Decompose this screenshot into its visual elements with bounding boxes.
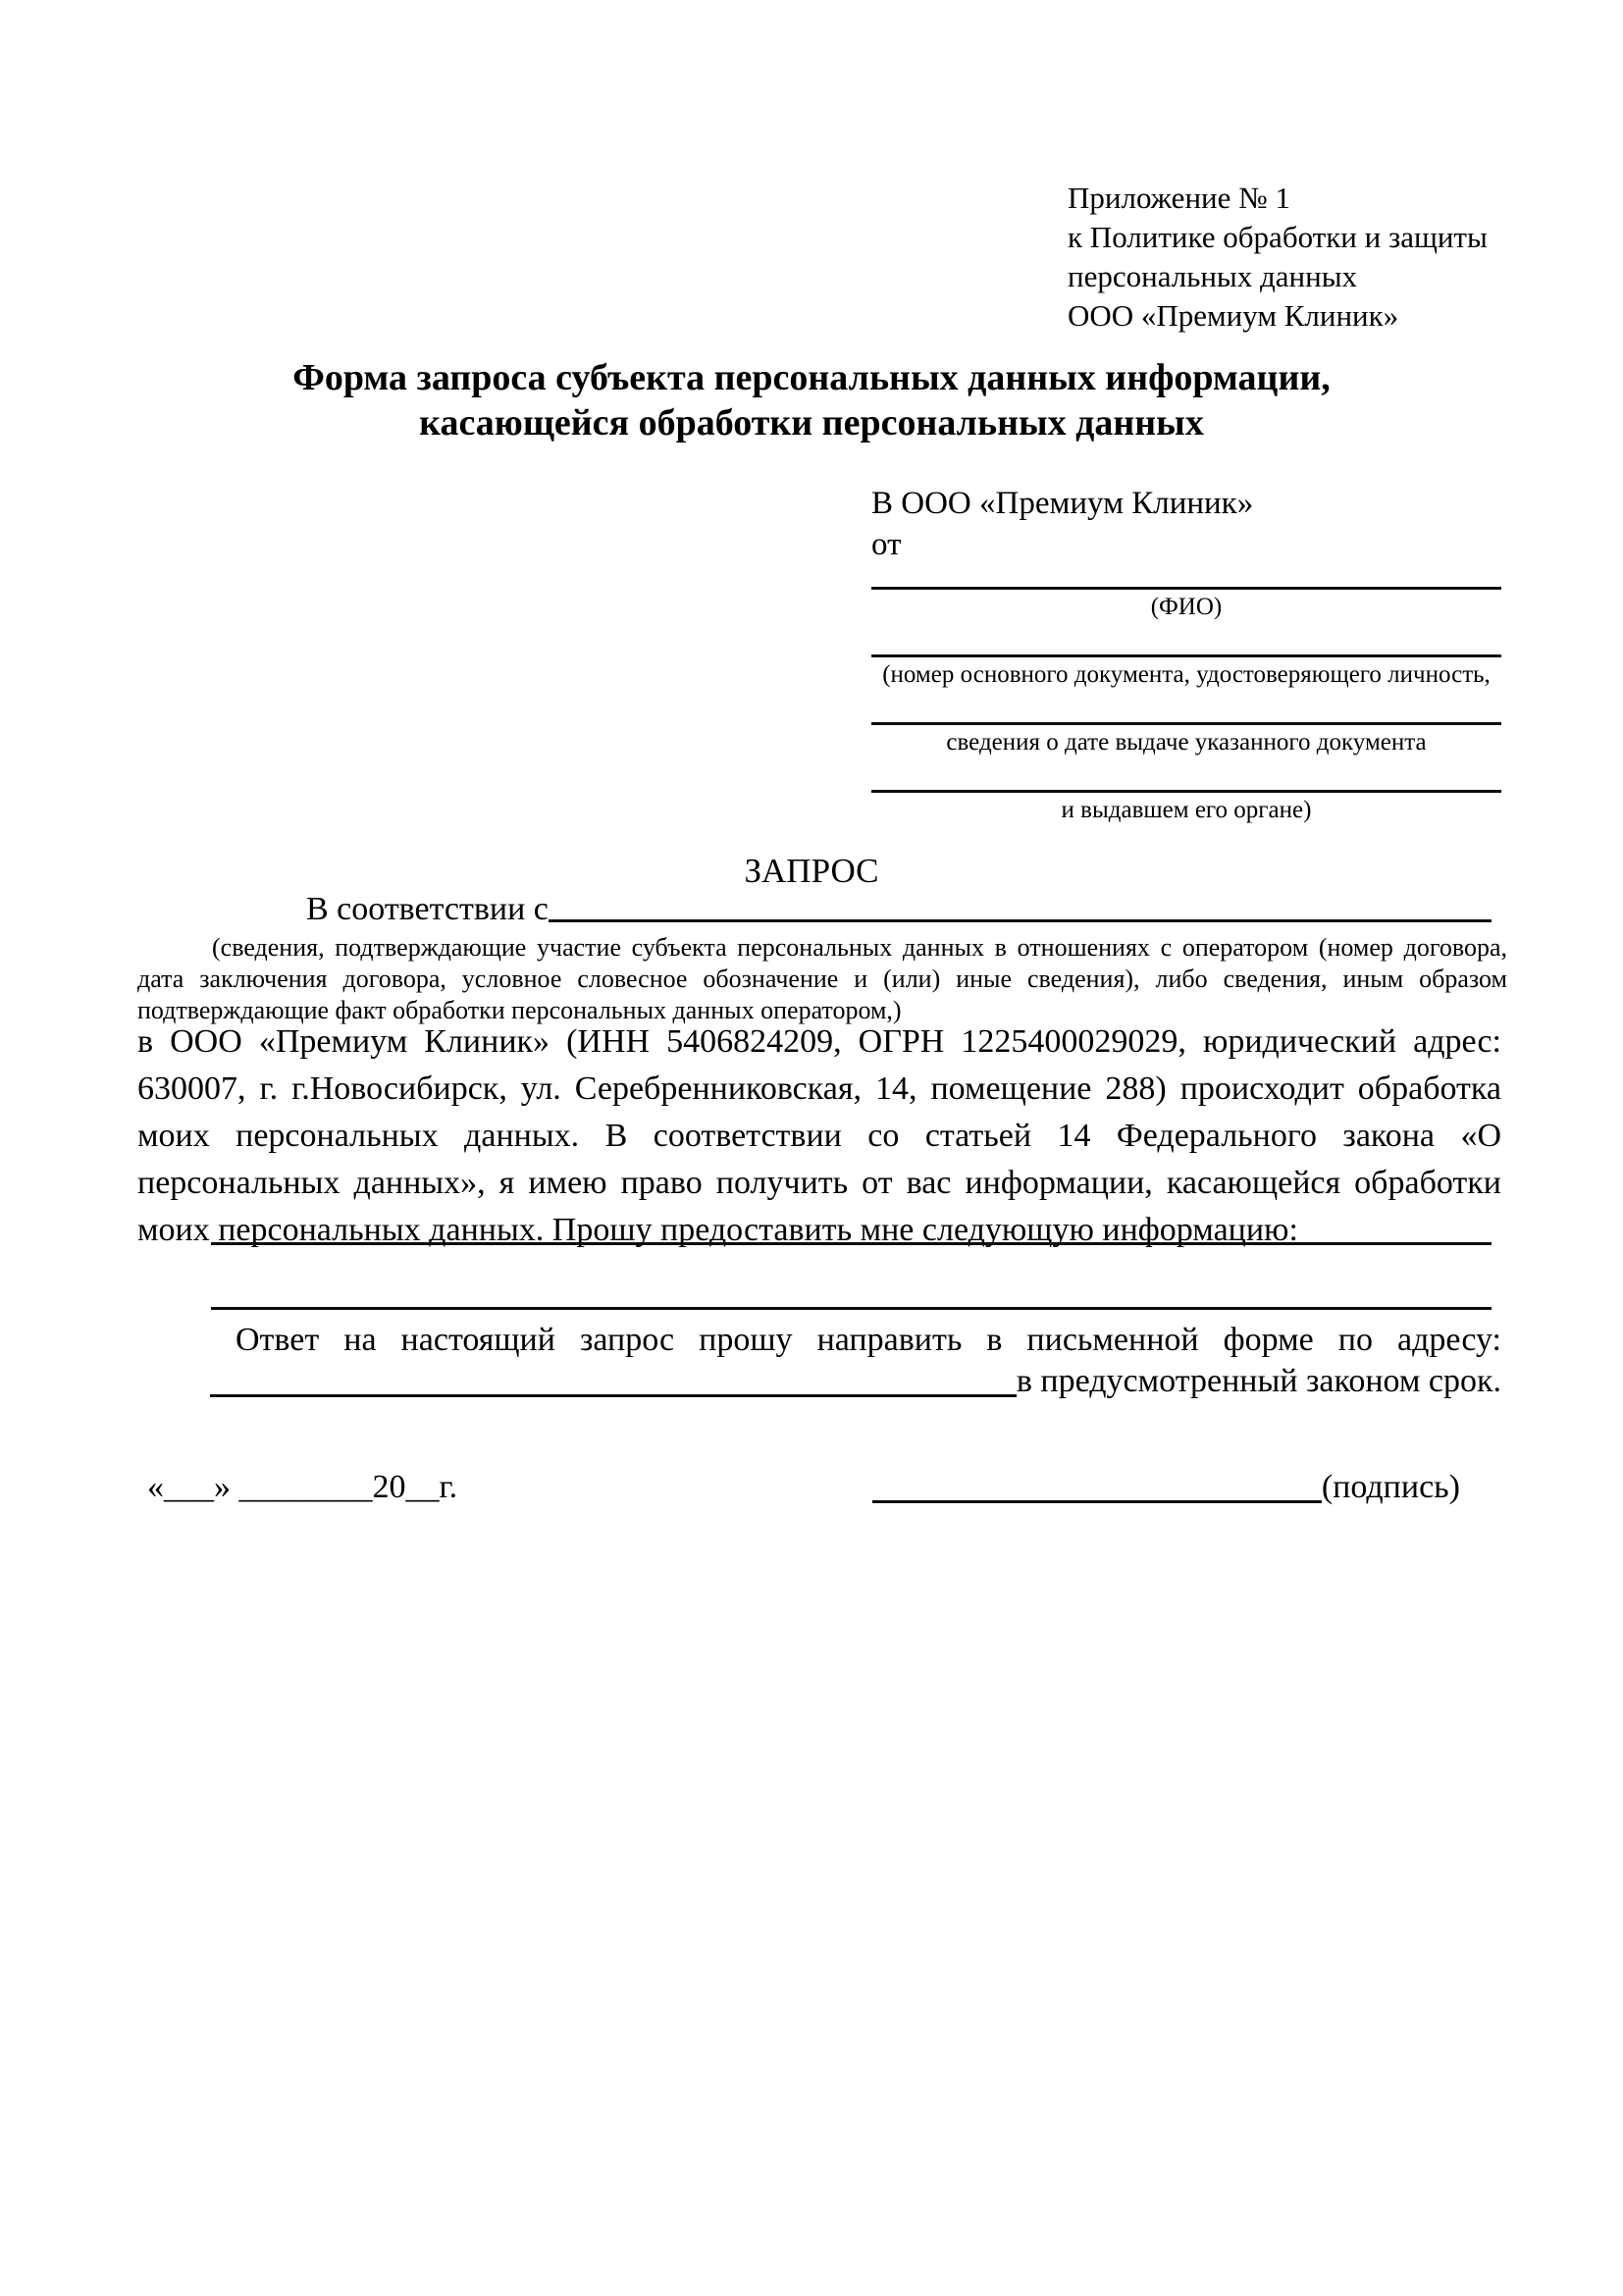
appendix-line-3: персональных данных [1068,259,1358,293]
issue-date-fill-line [871,722,1501,725]
title-line-2: касающейся обработки персональных данных [419,402,1204,444]
from-label: от [871,527,902,562]
deadline-text: в предусмотренный законом срок. [1016,1363,1501,1399]
doc-number-caption: (номер основного документа, удостоверяющего личность, [882,661,1491,688]
in-accordance-label: В соответствии с [306,891,549,927]
footer-row [147,1466,1460,1509]
appendix-line-1: Приложение № 1 [1068,181,1290,215]
appendix-line-4: ООО «Премиум Клиник» [1068,298,1399,333]
answer-address-line [137,1360,1501,1403]
issuing-authority-caption: и выдавшем его органе) [1061,797,1312,823]
signature-fill-line [872,1500,1322,1503]
issuing-authority-fill-line [871,790,1501,793]
fio-caption: (ФИО) [1150,594,1223,620]
date-line: «___» ________20__г. [147,1469,458,1505]
doc-number-field [871,654,1501,689]
in-accordance-line [137,891,1492,928]
addressee-block [871,483,1501,824]
header-appendix-block [1068,179,1488,336]
answer-instruction: Ответ на настоящий запрос прошу направить в письменной форме по адресу: [236,1322,1501,1358]
request-body: в ООО «Премиум Клиник» (ИНН 5406824209, ОГРН 1225400029029, юридический адрес: 630007, г. г.Новосибирск, ул. Серебренниковская, 14, помещение 288) происходит обработка моих персональных данных. В соответствии со статьей 14 Федерального закона «О персональных данных», я имею право получить от вас информации, касающейся обработки моих персональных данных. Прошу предоставить мне следующую информацию: [137,1023,1501,1248]
appendix-line-2: к Политике обработки и защиты [1068,220,1488,254]
issuing-authority-field [871,790,1501,824]
issue-date-field [871,722,1501,757]
issue-date-caption: сведения о дате выдаче указанного документа [946,729,1427,756]
document-title [118,355,1505,445]
fio-field [871,587,1501,621]
accordance-fill-line [549,919,1492,922]
info-fill-line-2 [211,1307,1492,1310]
recipient-line: В ООО «Премиум Клиник» [871,486,1254,521]
signature-caption: (подпись) [1321,1469,1460,1505]
request-heading: ЗАПРОС [744,852,879,890]
title-line-1: Форма запроса субъекта персональных данных информации, [292,357,1331,398]
fineprint-note: (сведения, подтверждающие участие субъекта персональных данных в отношениях с оператором (номер договора, дата заключения договора, условное словесное обозначение и (или) иные сведения), либо сведения, иным образом подтверждающие факт обработки персональных данных оператором,) [137,933,1507,1024]
signature-area [872,1466,1460,1509]
info-fill-line-1 [211,1242,1492,1245]
fio-fill-line [871,587,1501,590]
doc-number-fill-line [871,654,1501,657]
address-fill-line [210,1394,1017,1397]
